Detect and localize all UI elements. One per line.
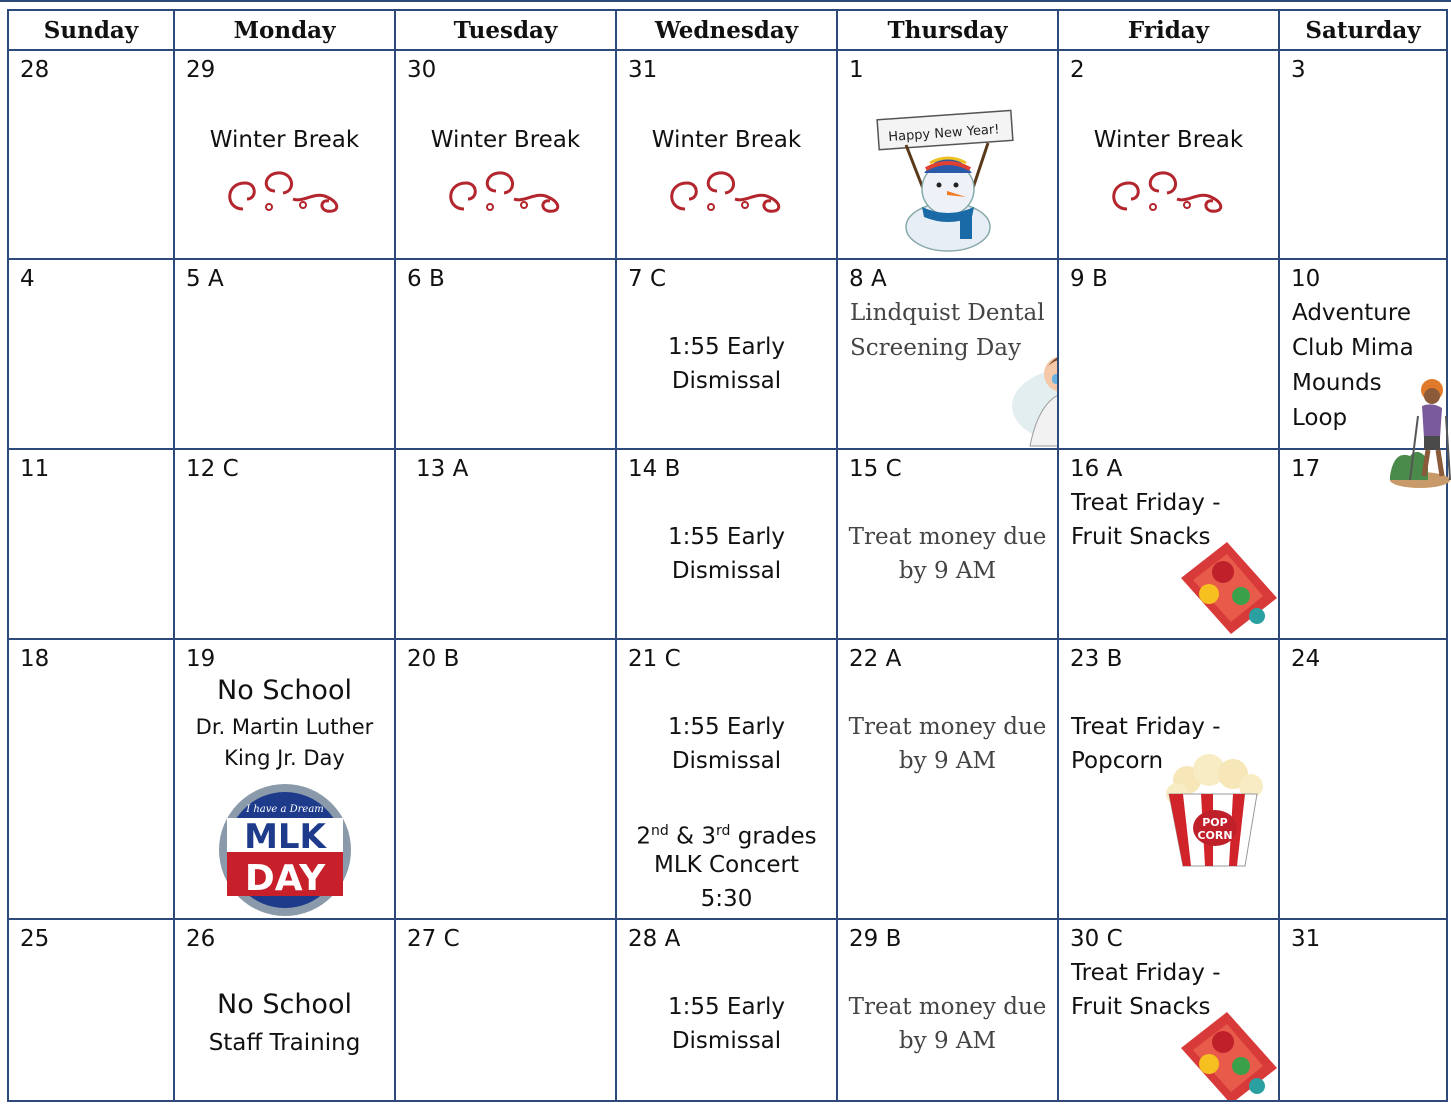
day-cell: [1058, 639, 1279, 919]
day-number: 29 B: [849, 926, 902, 952]
adventure-club-line3: Mounds: [1292, 370, 1382, 396]
day-number: 12 C: [186, 456, 239, 482]
day-number: 6 B: [407, 266, 445, 292]
day-number: 21 C: [628, 646, 681, 672]
weekday-header: [8, 10, 1447, 50]
popcorn-label-corn: CORN: [1197, 829, 1233, 842]
early-dismissal-line1: 1:55 Early: [667, 714, 786, 740]
fruit-snacks-icon: [1173, 538, 1279, 638]
winter-break-label: Winter Break: [651, 127, 802, 153]
day-number: 25: [20, 926, 50, 952]
winter-break-label: Winter Break: [209, 127, 360, 153]
treat-friday-line2: Fruit Snacks: [1071, 524, 1211, 550]
day-number: 2: [1070, 57, 1085, 83]
day-cell: [8, 50, 174, 259]
mlk-badge-day-text: DAY: [244, 858, 326, 899]
concert-grades-line: 2nd & 3rd grades: [636, 823, 817, 850]
header-saturday: Saturday: [1279, 10, 1447, 50]
early-dismissal-line1: 1:55 Early: [667, 994, 786, 1020]
day-cell: [8, 919, 174, 1101]
day-cell: [395, 259, 616, 449]
day-number: 31: [628, 57, 658, 83]
adventure-club-line2: Club Mima: [1292, 335, 1414, 361]
day-cell: [616, 449, 837, 639]
treat-money-line1: Treat money due: [848, 994, 1047, 1020]
mlk-badge-dream-text: I have a Dream: [246, 804, 324, 815]
treat-friday-line1: Treat Friday -: [1071, 714, 1221, 740]
treat-money-line2: by 9 AM: [898, 748, 997, 774]
day-cell: [395, 449, 616, 639]
day-cell: [174, 449, 395, 639]
day-cell: [174, 50, 395, 259]
snowman-new-year-icon: [876, 103, 1016, 253]
day-number: 26: [186, 926, 216, 952]
concert-title-line: MLK Concert: [653, 852, 800, 878]
header-wednesday: Wednesday: [616, 10, 837, 50]
day-number: 24: [1291, 646, 1321, 672]
day-cell: [174, 259, 395, 449]
header-tuesday: Tuesday: [395, 10, 616, 50]
dental-screening-line1: Lindquist Dental: [850, 300, 1045, 326]
day-number: 30 C: [1070, 926, 1123, 952]
day-number: 14 B: [628, 456, 681, 482]
no-school-label: No School: [217, 989, 352, 1020]
day-cell: [1279, 639, 1447, 919]
day-cell: [616, 639, 837, 919]
day-cell: [174, 919, 395, 1101]
day-number: 29: [186, 57, 216, 83]
day-number: 18: [20, 646, 50, 672]
day-cell: [174, 639, 395, 919]
day-number: 7 C: [628, 266, 667, 292]
adventure-club-line1: Adventure: [1292, 300, 1411, 326]
day-number: 17: [1291, 456, 1321, 482]
header-thursday: Thursday: [837, 10, 1058, 50]
fruit-snacks-icon: [1173, 1008, 1279, 1101]
day-number: 28: [20, 57, 50, 83]
treat-friday-line1: Treat Friday -: [1071, 490, 1221, 516]
day-cell: [1058, 449, 1279, 639]
day-cell: [616, 919, 837, 1101]
day-number: 30: [407, 57, 437, 83]
day-cell: [837, 50, 1058, 259]
early-dismissal-line2: Dismissal: [671, 368, 782, 394]
day-number: 1: [849, 57, 864, 83]
day-cell: [837, 449, 1058, 639]
winter-break-label: Winter Break: [1093, 127, 1244, 153]
treat-friday-line2: Popcorn: [1071, 748, 1164, 774]
treat-friday-line1: Treat Friday -: [1071, 960, 1221, 986]
day-number: 22 A: [849, 646, 902, 672]
day-number: 3: [1291, 57, 1306, 83]
staff-training-label: Staff Training: [208, 1030, 361, 1056]
day-cell: [837, 259, 1058, 449]
day-cell: [1279, 50, 1447, 259]
mlk-day-badge-icon: [217, 782, 353, 918]
winter-break-label: Winter Break: [430, 127, 581, 153]
header-sunday: Sunday: [8, 10, 174, 50]
day-number: 5 A: [186, 266, 224, 292]
day-number: 31: [1291, 926, 1321, 952]
day-number: 15 C: [849, 456, 902, 482]
day-number: 9 B: [1070, 266, 1108, 292]
week-row: [8, 919, 1447, 1101]
no-school-label: No School: [217, 675, 352, 706]
day-cell: [1279, 919, 1447, 1101]
day-number: 23 B: [1070, 646, 1123, 672]
day-cell: [1058, 50, 1279, 259]
mlk-badge-mlk-text: MLK: [244, 817, 326, 857]
treat-money-line1: Treat money due: [848, 524, 1047, 550]
day-number: 8 A: [849, 266, 887, 292]
week-row: [8, 449, 1447, 639]
dentist-icon: [1010, 336, 1058, 448]
week-row: [8, 639, 1447, 919]
hiker-icon: [1388, 376, 1451, 490]
day-cell: [8, 259, 174, 449]
calendar: [7, 9, 1446, 1109]
day-number: 4: [20, 266, 35, 292]
swirl-ornament-icon: [444, 169, 568, 213]
day-cell: [395, 639, 616, 919]
day-cell: [395, 50, 616, 259]
dental-screening-line2: Screening Day: [850, 335, 1022, 361]
header-friday: Friday: [1058, 10, 1279, 50]
day-number: 11: [20, 456, 50, 482]
day-cell: [837, 639, 1058, 919]
day-cell: [616, 50, 837, 259]
day-cell: [1058, 919, 1279, 1101]
day-cell: [395, 919, 616, 1101]
treat-money-line2: by 9 AM: [898, 1028, 997, 1054]
day-number: 13 A: [416, 456, 469, 482]
week-row: [8, 50, 1447, 259]
swirl-ornament-icon: [665, 169, 789, 213]
day-number: 19: [186, 646, 216, 672]
adventure-club-line4: Loop: [1292, 405, 1348, 431]
week-row: [8, 259, 1447, 449]
popcorn-icon: [1155, 750, 1271, 870]
mlk-day-line1: Dr. Martin Luther: [195, 715, 374, 739]
swirl-ornament-icon: [1107, 169, 1231, 213]
concert-time-line: 5:30: [700, 886, 753, 912]
early-dismissal-line2: Dismissal: [671, 748, 782, 774]
day-number: 27 C: [407, 926, 460, 952]
day-number: 20 B: [407, 646, 460, 672]
treat-friday-line2: Fruit Snacks: [1071, 994, 1211, 1020]
new-year-banner-text: Happy New Year!: [887, 122, 1000, 146]
calendar-grid: [7, 9, 1448, 1102]
day-cell: [616, 259, 837, 449]
day-cell: [8, 639, 174, 919]
early-dismissal-line1: 1:55 Early: [667, 334, 786, 360]
mlk-day-line2: King Jr. Day: [224, 746, 345, 770]
day-number: 28 A: [628, 926, 681, 952]
day-cell: [1058, 259, 1279, 449]
treat-money-line1: Treat money due: [848, 714, 1047, 740]
day-number: 10: [1291, 266, 1321, 292]
early-dismissal-line1: 1:55 Early: [667, 524, 786, 550]
early-dismissal-line2: Dismissal: [671, 558, 782, 584]
popcorn-label-pop: POP: [1202, 816, 1228, 829]
swirl-ornament-icon: [223, 169, 347, 213]
day-cell: [8, 449, 174, 639]
day-number: 16 A: [1070, 456, 1123, 482]
day-cell: [837, 919, 1058, 1101]
header-monday: Monday: [174, 10, 395, 50]
early-dismissal-line2: Dismissal: [671, 1028, 782, 1054]
treat-money-line2: by 9 AM: [898, 558, 997, 584]
